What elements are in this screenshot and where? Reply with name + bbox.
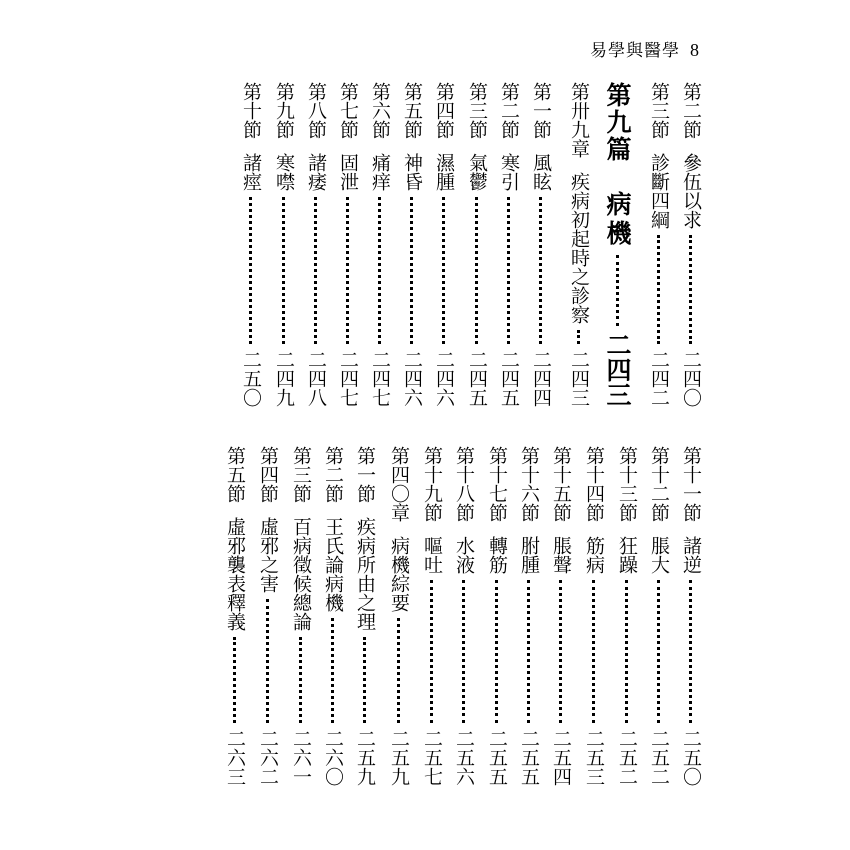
toc-entry-title: 參伍以求 [680,153,702,229]
toc-entry[interactable] [338,82,357,407]
toc-entry-title: 病機綜要 [388,536,410,612]
toc-entry[interactable] [531,82,550,407]
toc-entry-title: 諸痿 [305,153,327,191]
book-title: 易學與醫學 [590,41,680,61]
toc-entry-page: 二四七 [369,350,391,407]
toc-entry-label: 第十九節 [421,446,443,522]
dot-leader [527,580,530,723]
dot-leader [397,618,400,723]
toc-entry-title: 神昏 [401,153,423,191]
toc-entry-label: 第三節 [290,446,312,503]
toc-entry-title: 諸逆 [680,536,702,574]
toc-entry-page: 二四七 [337,350,359,407]
toc-part-heading[interactable] [605,82,630,407]
toc-entry-page: 二四五 [466,350,488,407]
toc-entry-label: 第十三節 [616,446,638,522]
toc-entry-page: 二六一 [290,729,312,786]
toc-entry-label: 第六節 [369,82,391,139]
dot-leader [249,197,252,344]
toc-entry-label: 第十六節 [518,446,540,522]
toc-entry-label: 第十二節 [648,446,670,522]
toc-entry[interactable] [389,446,408,786]
toc-entry-title: 脹大 [648,536,670,574]
toc-entry-title: 風眩 [530,153,552,191]
toc-entry[interactable] [355,446,374,786]
dot-leader [689,580,692,723]
toc-entry[interactable] [306,82,325,407]
dot-leader [625,580,628,723]
toc-entry-page: 二五九 [388,729,410,786]
toc-entry[interactable] [649,82,668,407]
toc-entry-page: 二五四 [550,729,572,786]
toc-bottom-block [140,446,700,786]
toc-entry-label: 第七節 [337,82,359,139]
toc-entry-page: 二五五 [518,729,540,786]
toc-entry-label: 第九篇 [603,82,632,163]
toc-entry-page: 二五七 [421,729,443,786]
toc-entry-title: 診斷四綱 [648,153,670,229]
toc-entry-page: 二五〇 [680,729,702,786]
toc-entry[interactable] [584,446,603,786]
toc-entry[interactable] [681,446,700,786]
toc-entry[interactable] [681,82,700,407]
dot-leader [266,599,269,723]
dot-leader [233,637,236,723]
toc-entry-label: 第十七節 [486,446,508,522]
dot-leader [507,197,510,344]
toc-entry[interactable] [323,446,342,786]
toc-entry-page: 二四五 [498,350,520,407]
dot-leader [282,197,285,344]
toc-entry-label: 第二節 [498,82,520,139]
dot-leader [462,580,465,723]
toc-entry-title: 嘔吐 [421,536,443,574]
dot-leader [346,197,349,344]
toc-entry-label: 第一節 [354,446,376,503]
toc-entry-title: 寒噤 [273,153,295,191]
toc-entry[interactable] [274,82,293,407]
toc-entry[interactable] [225,446,244,786]
toc-entry-title: 疾病所由之理 [354,517,376,631]
toc-entry[interactable] [467,82,486,407]
toc-entry-page: 二六〇 [322,729,344,786]
dot-leader [410,197,413,344]
toc-entry-label: 第十八節 [453,446,475,522]
toc-entry-title: 病機 [603,191,632,249]
toc-entry[interactable] [370,82,389,407]
dot-leader [363,637,366,723]
dot-leader [689,235,692,344]
dot-leader [577,330,580,344]
toc-entry[interactable] [649,446,668,786]
toc-entry-page: 二四六 [433,350,455,407]
toc-entry-title: 胕腫 [518,536,540,574]
toc-entry[interactable] [617,446,636,786]
toc-entry[interactable] [551,446,570,786]
toc-entry-page: 二四四 [530,350,552,407]
toc-entry-label: 第二節 [680,82,702,139]
toc-entry[interactable] [454,446,473,786]
toc-entry-page: 二四九 [273,350,295,407]
toc-entry[interactable] [402,82,421,407]
toc-entry-page: 二五九 [354,729,376,786]
dot-leader [559,580,562,723]
toc-entry-label: 第八節 [305,82,327,139]
toc-entry-label: 第卅九章 [568,82,590,158]
toc-entry[interactable] [291,446,310,786]
toc-entry-label: 第十一節 [680,446,702,522]
toc-entry-page: 二四三 [568,350,590,407]
toc-entry-page: 二六三 [224,729,246,786]
toc-entry-label: 第九節 [273,82,295,139]
toc-entry[interactable] [519,446,538,786]
toc-entry[interactable] [422,446,441,786]
dot-leader [475,197,478,344]
toc-entry-title: 水液 [453,536,475,574]
dot-leader [657,580,660,723]
dot-leader [442,197,445,344]
toc-entry-label: 第五節 [224,446,246,503]
toc-entry-page: 二四六 [401,350,423,407]
dot-leader [657,235,660,344]
dot-leader [495,580,498,723]
toc-entry[interactable] [499,82,518,407]
toc-entry-label: 第四節 [433,82,455,139]
toc-entry[interactable] [569,82,588,407]
toc-entry-label: 第四〇章 [388,446,410,522]
toc-entry-page: 二五三 [583,729,605,786]
dot-leader [299,637,302,723]
toc-entry-title: 氣鬱 [466,153,488,191]
toc-entry-page: 二五五 [486,729,508,786]
toc-entry-title: 濕腫 [433,153,455,191]
toc-entry-label: 第十節 [240,82,262,139]
toc-entry-page: 二五二 [648,729,670,786]
toc-entry-title: 王氏論病機 [322,517,344,612]
toc-entry-label: 第二節 [322,446,344,503]
toc-entry-page: 二四二 [648,350,670,407]
toc-entry[interactable] [434,82,453,407]
toc-entry-title: 轉筋 [486,536,508,574]
toc-entry-title: 痛痒 [369,153,391,191]
toc-entry-page: 二五二 [616,729,638,786]
toc-entry[interactable] [258,446,277,786]
toc-entry-label: 第三節 [466,82,488,139]
toc-entry-page: 二五六 [453,729,475,786]
toc-entry-title: 疾病初起時之診察 [568,172,590,324]
dot-leader [430,580,433,723]
toc-entry-label: 第十四節 [583,446,605,522]
dot-leader [616,255,619,326]
toc-entry-label: 第十五節 [550,446,572,522]
toc-entry-title: 筋病 [583,536,605,574]
toc-entry-label: 第四節 [257,446,279,503]
toc-entry-title: 百病徵候總論 [290,517,312,631]
toc-entry-title: 脹聲 [550,536,572,574]
toc-top-block [140,82,700,407]
page-number: 8 [690,40,700,60]
dot-leader [314,197,317,344]
toc-entry-title: 固泄 [337,153,359,191]
toc-entry-label: 第五節 [401,82,423,139]
toc-entry-title: 寒引 [498,153,520,191]
toc-entry-title: 狂躁 [616,536,638,574]
dot-leader [592,580,595,723]
toc-entry-page: 二四〇 [680,350,702,407]
running-header [590,36,700,61]
toc-entry[interactable] [487,446,506,786]
toc-entry-label: 第一節 [530,82,552,139]
toc-entry-title: 虛邪之害 [257,517,279,593]
toc-entry-label: 第三節 [648,82,670,139]
toc-entry-title: 諸痙 [240,153,262,191]
toc-entry-page: 二六二 [257,729,279,786]
dot-leader [331,618,334,723]
toc-entry-page: 二四八 [305,350,327,407]
toc-entry-page: 二五〇 [240,350,262,407]
toc-entry-page: 二四三 [603,332,632,407]
dot-leader [378,197,381,344]
dot-leader [539,197,542,344]
toc-entry-title: 虛邪襲表釋義 [224,517,246,631]
toc-entry[interactable] [241,82,260,407]
